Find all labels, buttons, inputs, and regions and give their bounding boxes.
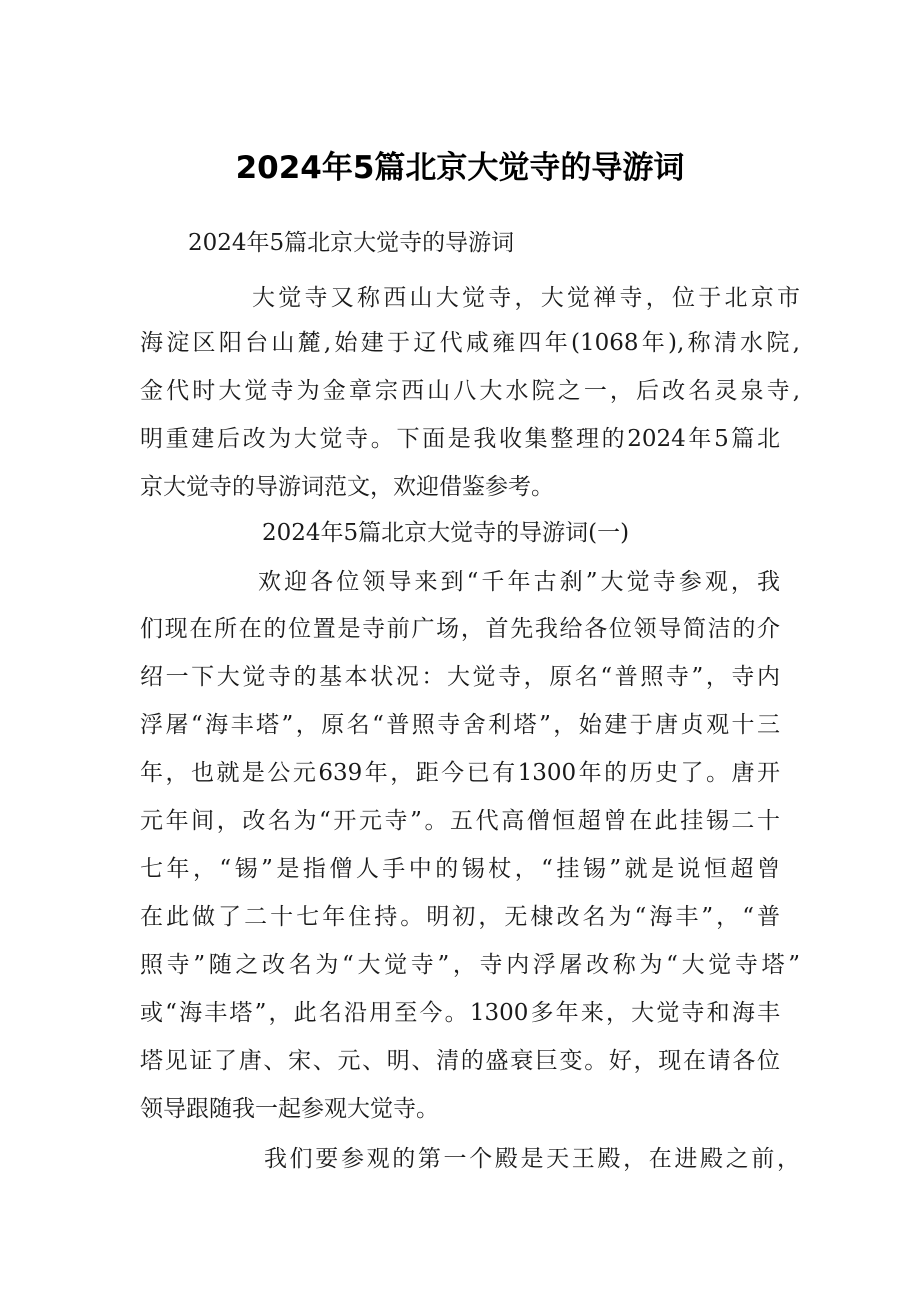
- body-line: 欢迎各位领导来到“千年古刹”大觉寺参观，我: [258, 569, 780, 595]
- body-line: 绍一下大觉寺的基本状况：大觉寺，原名“普照寺”，寺内: [140, 664, 780, 690]
- intro-line: 大觉寺又称西山大觉寺，大觉禅寺，位于北京市: [252, 285, 800, 311]
- body-line: 塔见证了唐、宋、元、明、清的盛衰巨变。好，现在请各位: [140, 1048, 780, 1074]
- body-line: 年，也就是公元639年，距今已有1300年的历史了。唐开: [140, 760, 780, 786]
- body-line: 领导跟随我一起参观大觉寺。: [140, 1096, 439, 1122]
- body-line: 元年间，改名为“开元寺”。五代高僧恒超曾在此挂锡二十: [140, 808, 780, 834]
- body-line: 或“海丰塔”，此名沿用至今。1300多年来，大觉寺和海丰: [140, 1000, 780, 1026]
- document-title: 2024年5篇北京大觉寺的导游词: [235, 150, 685, 186]
- body-line: 浮屠“海丰塔”，原名“普照寺舍利塔”，始建于唐贞观十三: [140, 712, 780, 738]
- intro-line: 金代时大觉寺为金章宗西山八大水院之一，后改名灵泉寺,: [140, 378, 800, 404]
- intro-line: 京大觉寺的导游词范文，欢迎借鉴参考。: [140, 474, 554, 500]
- section-heading: 2024年5篇北京大觉寺的导游词(一): [262, 520, 630, 546]
- body-line: 们现在所在的位置是寺前广场，首先我给各位领导简洁的介: [140, 616, 780, 642]
- document-subtitle: 2024年5篇北京大觉寺的导游词: [188, 230, 515, 256]
- intro-line: 海淀区阳台山麓,始建于辽代咸雍四年(1068年),称清水院,: [140, 330, 800, 356]
- body-line: 我们要参观的第一个殿是天王殿，在进殿之前，: [264, 1146, 800, 1172]
- intro-line: 明重建后改为大觉寺。下面是我收集整理的2024年5篇北: [140, 426, 780, 452]
- body-line: 七年，“锡”是指僧人手中的锡杖，“挂锡”就是说恒超曾: [140, 856, 780, 882]
- body-line: 照寺”随之改名为“大觉寺”，寺内浮屠改称为“大觉寺塔”: [140, 952, 800, 978]
- body-line: 在此做了二十七年住持。明初，无棣改名为“海丰”，“普: [140, 904, 780, 930]
